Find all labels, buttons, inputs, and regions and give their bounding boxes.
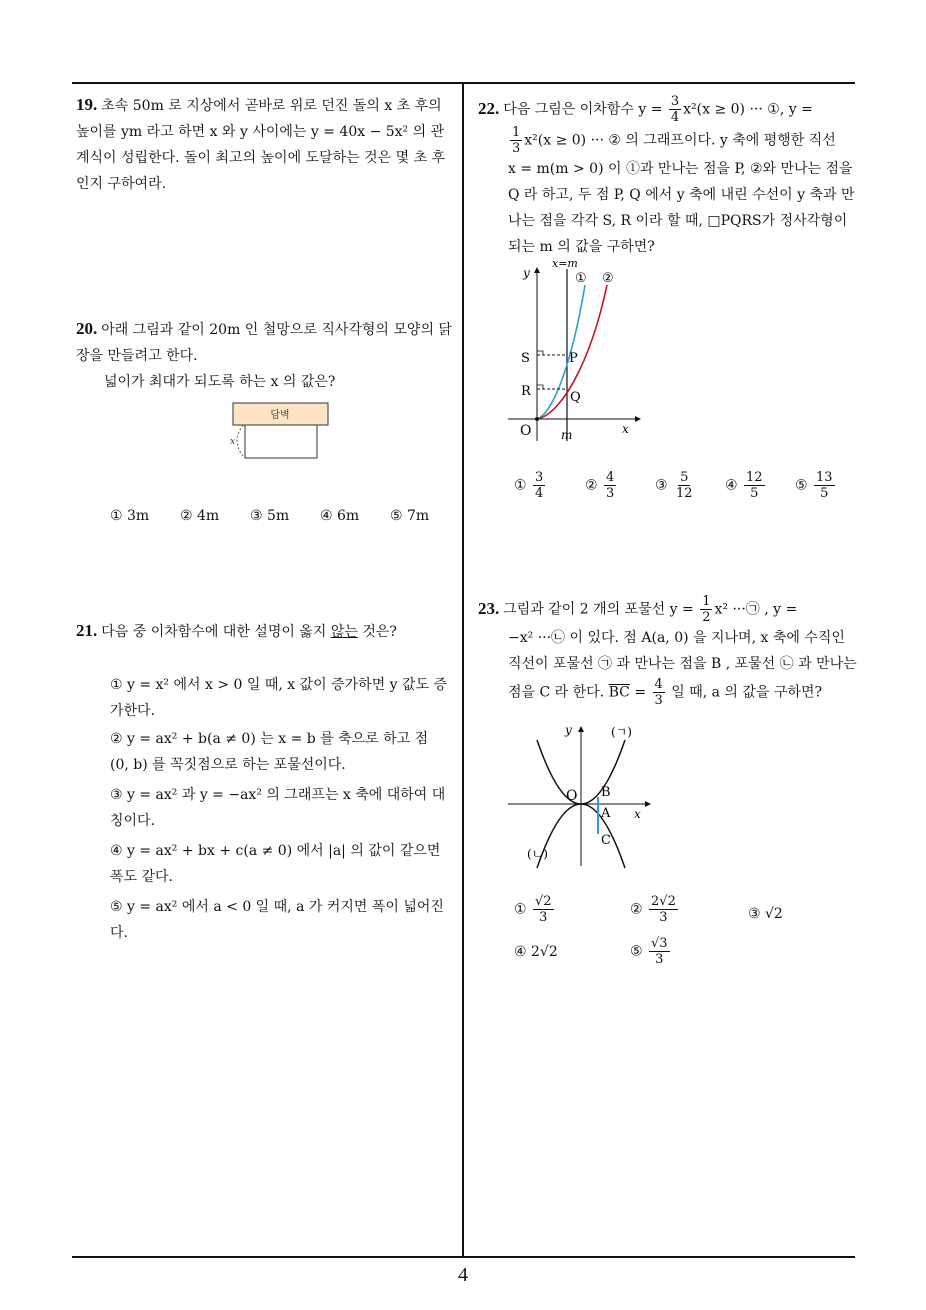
q21-option-3[interactable]: ③ y = ax² 과 y = −ax² 의 그래프는 x 축에 대하여 대칭이다. bbox=[110, 787, 446, 829]
wall-label: 담벽 bbox=[270, 410, 290, 421]
question-21 bbox=[76, 618, 456, 645]
bottom-rule bbox=[72, 1256, 855, 1258]
q23-option-1[interactable]: ① $\frac{√2}{3}$ bbox=[514, 894, 552, 925]
q20-option-2[interactable]: ② 4m bbox=[180, 508, 220, 524]
x-axis-arrow bbox=[645, 801, 651, 807]
c2-label: ② bbox=[602, 271, 614, 286]
eq-sign: = bbox=[634, 684, 647, 701]
y-axis-arrow bbox=[534, 267, 540, 273]
question-text: 아래 그림과 같이 20m 인 철망으로 직사각형의 모양의 닭장을 만들려고 한다. bbox=[76, 322, 452, 364]
question-text-a: 다음 그림은 이차함수 bbox=[503, 101, 634, 118]
q22-graph bbox=[505, 255, 645, 445]
xm-label: x=m bbox=[552, 257, 578, 270]
y-label: y bbox=[565, 723, 572, 737]
q23-option-2[interactable]: ② $\frac{2√2}{3}$ bbox=[630, 894, 676, 925]
x-label: x bbox=[634, 807, 641, 821]
question-text: 초속 50m 로 지상에서 곧바로 위로 던진 돌의 x 초 후의 높이를 ym 라고 하면 x 와 y 사이에는 y = 40x − 5x² 의 관계식이 성립한다. 돌이 최고의 높이에 도달하는 것은 몇 초 후인지 구하여라. bbox=[76, 98, 446, 192]
question-number: 22. bbox=[478, 98, 500, 118]
o-label: O bbox=[566, 788, 578, 804]
question-number: 20. bbox=[76, 319, 98, 338]
fraction-4-3: $\frac{4}{3}$ bbox=[654, 677, 663, 708]
q23-graph bbox=[505, 720, 655, 870]
q-label: Q bbox=[570, 390, 581, 405]
q23-option-5[interactable]: ⑤ $\frac{√3}{3}$ bbox=[630, 936, 668, 967]
g-label: (ㄱ) bbox=[611, 725, 632, 739]
p-label: P bbox=[569, 351, 578, 366]
q22-option-2[interactable]: ② $\frac{4}{3}$ bbox=[585, 470, 615, 501]
s-label: S bbox=[521, 351, 530, 366]
coop-rect bbox=[245, 425, 317, 458]
c1-label: ① bbox=[575, 271, 587, 286]
question-text-post: 것은? bbox=[357, 624, 397, 640]
q22-option-1[interactable]: ① $\frac{3}{4}$ bbox=[514, 470, 544, 501]
q22-option-4[interactable]: ④ $\frac{12}{5}$ bbox=[725, 470, 763, 501]
b-label: B bbox=[601, 785, 611, 800]
right-angle-r bbox=[537, 385, 543, 389]
a-label: A bbox=[601, 806, 611, 821]
question-text-c: x²(x ≥ 0) ··· ② 의 그래프이다. y 축에 평행한 직선 bbox=[524, 132, 836, 149]
q21-option-1[interactable]: ① y = x² 에서 x > 0 일 때, x 값이 증가하면 y 값도 증가한다. bbox=[110, 677, 448, 719]
page-number: 4 bbox=[458, 1264, 468, 1286]
question-number: 21. bbox=[76, 621, 98, 640]
y-axis-arrow bbox=[578, 726, 584, 732]
c-label: C bbox=[601, 833, 611, 848]
right-angle-s bbox=[537, 351, 543, 355]
x-axis-arrow bbox=[635, 416, 641, 422]
fraction-3-4: $\frac{3}{4}$ bbox=[670, 94, 680, 125]
q21-option-4[interactable]: ④ y = ax² + bx + c(a ≠ 0) 에서 |a| 의 값이 같으면 폭도 같다. bbox=[110, 843, 441, 885]
q21-option-2[interactable]: ② y = ax² + b(a ≠ 0) 는 x = b 를 축으로 하고 점 (0, b) 를 꼭짓점으로 하는 포물선이다. bbox=[110, 731, 429, 773]
question-text-pre: 다음 중 이차함수에 대한 설명이 옳지 bbox=[101, 624, 331, 640]
q23-option-4[interactable]: ④ 2√2 bbox=[514, 944, 558, 960]
question-22 bbox=[478, 94, 860, 260]
q20-option-3[interactable]: ③ 5m bbox=[250, 508, 290, 524]
x-label: x bbox=[230, 437, 236, 447]
question-text-2: 넓이가 최대가 되도록 하는 x 의 값은? bbox=[104, 374, 336, 390]
question-text-d: 일 때, a 의 값을 구하면? bbox=[671, 684, 822, 701]
x-dimension-arc bbox=[237, 425, 243, 456]
question-20 bbox=[76, 316, 456, 395]
q22-option-3[interactable]: ③ $\frac{5}{12}$ bbox=[655, 470, 693, 501]
q22-option-5[interactable]: ⑤ $\frac{13}{5}$ bbox=[795, 470, 833, 501]
m-label: m bbox=[561, 428, 573, 442]
fraction-1-3: $\frac{1}{3}$ bbox=[512, 125, 521, 156]
eq-y: y = bbox=[638, 101, 663, 118]
fraction-1-2: $\frac{1}{2}$ bbox=[702, 594, 711, 625]
question-number: 23. bbox=[478, 598, 500, 618]
question-text-b: x²(x ≥ 0) ··· ①, y = bbox=[683, 101, 813, 118]
r-label: R bbox=[521, 384, 531, 399]
q23-option-3[interactable]: ③ √2 bbox=[748, 906, 783, 922]
y-label: y bbox=[523, 266, 530, 280]
o-label: O bbox=[520, 423, 532, 439]
n-label: (ㄴ) bbox=[527, 847, 548, 861]
x-label: x bbox=[622, 422, 629, 436]
coop-figure bbox=[225, 398, 335, 462]
origin-dot bbox=[535, 417, 539, 421]
question-text-c: −x² ···㉡ 이 있다. 점 A(a, 0) 을 지나며, x 축에 수직인 직선이 포물선 ㉠ 과 만나는 점을 B , 포물선 ㉡ 과 만나는 점을 C 라 한다. bbox=[508, 630, 857, 701]
q20-option-5[interactable]: ⑤ 7m bbox=[390, 508, 430, 524]
question-text-b: x² ···㉠ , y = bbox=[714, 601, 798, 618]
question-number: 19. bbox=[76, 95, 98, 114]
question-text-underline: 않는 bbox=[330, 624, 358, 640]
q20-option-4[interactable]: ④ 6m bbox=[320, 508, 360, 524]
q21-option-5[interactable]: ⑤ y = ax² 에서 a < 0 일 때, a 가 커지면 폭이 넓어진다. bbox=[110, 899, 444, 941]
bc-overline: $\overline{BC}$ bbox=[608, 684, 630, 701]
question-23 bbox=[478, 594, 860, 708]
question-19 bbox=[76, 92, 456, 197]
q20-option-1[interactable]: ① 3m bbox=[110, 508, 150, 524]
question-text-d: x = m(m > 0) 이 ①과 만나는 점을 P, ②와 만나는 점을 Q 라 하고, 두 점 P, Q 에서 y 축에 내린 수선이 y 축과 만나는 점을 각각 S, R 이라 할 때, □PQRS가 정사각형이 되는 m 의 값을 구하면? bbox=[508, 161, 855, 255]
question-text-a: 그림과 같이 2 개의 포물선 y = bbox=[503, 601, 694, 618]
column-divider bbox=[462, 82, 464, 1258]
